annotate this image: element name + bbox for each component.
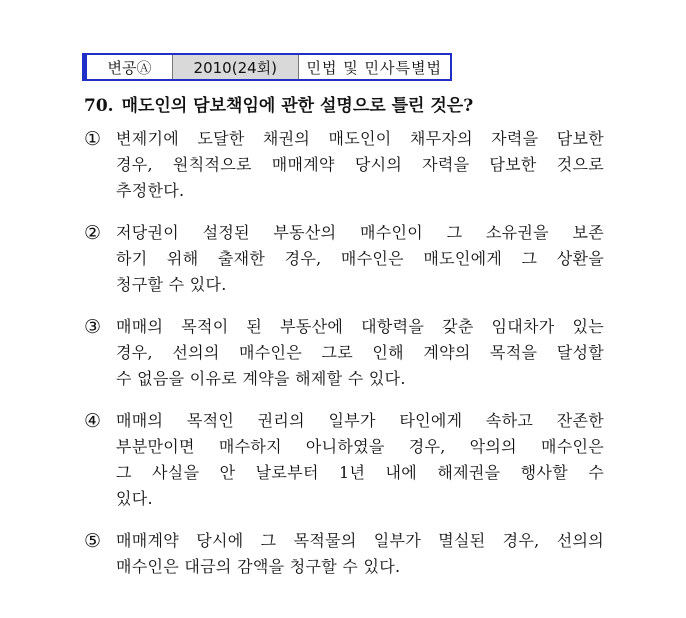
option-line: 매매의 목적인 권리의 일부가 타인에게 속하고 잔존한 — [116, 411, 604, 430]
exam-year-round: 2010(24회) — [173, 55, 298, 79]
option-marker: ③ — [84, 316, 102, 338]
option-marker: ④ — [84, 410, 102, 432]
option-line: 경우, 원칙적으로 매매계약 당시의 자력을 담보한 것으로 — [116, 155, 604, 174]
exam-header — [82, 53, 452, 81]
option-text — [116, 314, 604, 392]
option-line: 변제기에 도달한 채권의 매도인이 채무자의 자력을 담보한 — [116, 129, 604, 148]
option-line: 수 없음을 이유로 계약을 해제할 수 있다. — [116, 369, 406, 388]
exam-subject: 민법 및 민사특별법 — [299, 55, 450, 79]
question-stem — [84, 91, 614, 116]
option-line: 추정한다. — [116, 181, 185, 200]
option-line: 매매계약 당시에 그 목적물의 일부가 멸실된 경우, 선의의 — [116, 531, 604, 550]
option-text — [116, 528, 604, 580]
answer-options — [84, 126, 604, 596]
option-line: 매매의 목적이 된 부동산에 대항력을 갖춘 임대차가 있는 — [116, 317, 604, 336]
option-line: 매수인은 대금의 감액을 청구할 수 있다. — [116, 557, 401, 576]
option-5 — [84, 528, 604, 580]
option-marker: ① — [84, 128, 102, 150]
option-marker: ② — [84, 222, 102, 244]
option-text — [116, 126, 604, 204]
option-line: 부분만이면 매수하지 아니하였을 경우, 악의의 매수인은 — [116, 437, 604, 456]
option-line: 그 사실을 안 날로부터 1년 내에 해제권을 행사할 수 — [116, 463, 604, 482]
exam-category: 변공Ⓐ — [87, 55, 173, 79]
option-line: 저당권이 설정된 부동산의 매수인이 그 소유권을 보존 — [116, 223, 604, 242]
option-line: 경우, 선의의 매수인은 그로 인해 계약의 목적을 달성할 — [116, 343, 604, 362]
option-2 — [84, 220, 604, 298]
option-4 — [84, 408, 604, 512]
option-line: 있다. — [116, 489, 153, 508]
option-line: 하기 위해 출재한 경우, 매수인은 매도인에게 그 상환을 — [116, 249, 604, 268]
option-line: 청구할 수 있다. — [116, 275, 227, 294]
question-text: 매도인의 담보책임에 관한 설명으로 틀린 것은? — [121, 96, 474, 116]
option-3 — [84, 314, 604, 392]
option-text — [116, 220, 604, 298]
option-marker: ⑤ — [84, 530, 102, 552]
question-number: 70. — [84, 96, 114, 116]
option-text — [116, 408, 604, 512]
option-1 — [84, 126, 604, 204]
